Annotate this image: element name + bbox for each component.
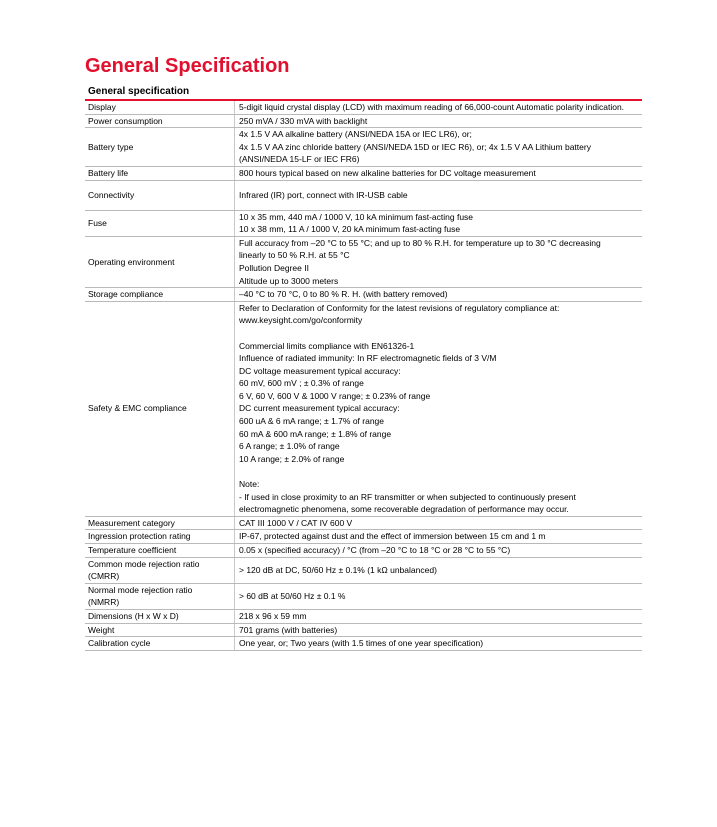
table-row xyxy=(85,301,642,516)
spec-label: Ingression protection rating xyxy=(88,531,191,542)
spec-value-line: 4x 1.5 V AA zinc chloride battery (ANSI/NEDA 15D or IEC R6), or; 4x 1.5 V AA Lithium battery xyxy=(239,141,591,152)
spec-value-line: 60 mA & 600 mA range; ± 1.8% of range xyxy=(239,428,392,439)
spec-value-line: 701 grams (with batteries) xyxy=(239,624,338,635)
spec-value-line: 4x 1.5 V AA alkaline battery (ANSI/NEDA 15A or IEC LR6), or; xyxy=(239,129,472,140)
table-row xyxy=(85,637,642,651)
spec-label: (CMRR) xyxy=(88,571,120,582)
spec-value-line: 10 x 38 mm, 11 A / 1000 V, 20 kA minimum fast-acting fuse xyxy=(239,224,461,235)
spec-label-cell xyxy=(85,516,235,530)
table-row xyxy=(85,623,642,637)
table-caption: General specification xyxy=(88,86,190,97)
spec-label: Battery type xyxy=(88,141,134,152)
spec-value-line: 6 V, 60 V, 600 V & 1000 V range; ± 0.23% of range xyxy=(239,390,431,401)
spec-value-line xyxy=(239,327,639,340)
spec-label-cell xyxy=(85,557,235,583)
spec-value-line: CAT III 1000 V / CAT IV 600 V xyxy=(239,517,353,528)
spec-label-cell xyxy=(85,180,235,210)
spec-table xyxy=(85,99,642,651)
spec-value-cell xyxy=(235,516,643,530)
table-row xyxy=(85,288,642,302)
table-row xyxy=(85,609,642,623)
spec-value-line: 60 mV, 600 mV ; ± 0.3% of range xyxy=(239,378,364,389)
spec-value-line: 10 A range; ± 2.0% of range xyxy=(239,453,345,464)
spec-value-line: Altitude up to 3000 meters xyxy=(239,275,339,286)
spec-value-line: 6 A range; ± 1.0% of range xyxy=(239,441,340,452)
spec-value-cell xyxy=(235,210,643,236)
spec-label-cell xyxy=(85,236,235,287)
spec-value-line: 600 uA & 6 mA range; ± 1.7% of range xyxy=(239,416,385,427)
page-title: General Specification xyxy=(85,55,290,77)
spec-label-cell xyxy=(85,609,235,623)
table-row xyxy=(85,100,642,114)
spec-value-line: IP-67, protected against dust and the effect of immersion between 15 cm and 1 m xyxy=(239,531,546,542)
spec-label-cell xyxy=(85,128,235,167)
spec-value-cell xyxy=(235,236,643,287)
spec-value-cell xyxy=(235,637,643,651)
spec-value-cell xyxy=(235,583,643,609)
spec-label: Fuse xyxy=(88,217,107,228)
table-row xyxy=(85,516,642,530)
spec-value-cell xyxy=(235,609,643,623)
spec-value-line: One year, or; Two years (with 1.5 times of one year specification) xyxy=(239,638,484,649)
spec-value-line xyxy=(239,465,639,478)
spec-value-line: 5-digit liquid crystal display (LCD) with maximum reading of 66,000-count Automatic polarity indication. xyxy=(239,102,625,112)
spec-value-line: Pollution Degree II xyxy=(239,262,309,273)
spec-value-line: Influence of radiated immunity: In RF electromagnetic fields of 3 V/M xyxy=(239,353,497,364)
spec-label-cell xyxy=(85,166,235,180)
spec-value-cell xyxy=(235,623,643,637)
spec-value-line: (ANSI/NEDA 15-LF or IEC FR6) xyxy=(239,154,360,165)
spec-value-line: Note: xyxy=(239,479,260,490)
spec-value-cell xyxy=(235,557,643,583)
spec-value-line: electromagnetic phenomena, some recoverable degradation of performance may occur. xyxy=(239,504,569,515)
table-row xyxy=(85,128,642,167)
spec-value-cell xyxy=(235,301,643,516)
spec-label-cell xyxy=(85,637,235,651)
spec-value-line: > 60 dB at 50/60 Hz ± 0.1 % xyxy=(239,591,346,602)
spec-value-line: www.keysight.com/go/conformity xyxy=(239,315,363,326)
table-row xyxy=(85,210,642,236)
spec-value-line: Infrared (IR) port, connect with IR-USB cable xyxy=(239,189,408,200)
spec-value-line: DC voltage measurement typical accuracy: xyxy=(239,365,401,376)
spec-label-cell xyxy=(85,100,235,114)
spec-value-line: 250 mVA / 330 mVA with backlight xyxy=(239,115,368,126)
spec-label-cell xyxy=(85,583,235,609)
table-row xyxy=(85,180,642,210)
spec-label: Safety & EMC compliance xyxy=(88,403,187,414)
spec-value-line: 800 hours typical based on new alkaline batteries for DC voltage measurement xyxy=(239,167,536,178)
table-row xyxy=(85,557,642,583)
spec-label-cell xyxy=(85,623,235,637)
table-row xyxy=(85,530,642,544)
spec-label-cell xyxy=(85,544,235,558)
spec-value-cell xyxy=(235,114,643,128)
spec-label: (NMRR) xyxy=(88,597,120,608)
spec-value-line: Full accuracy from –20 °C to 55 °C; and up to 80 % R.H. for temperature up to 30 °C decreasing xyxy=(239,237,601,248)
spec-value-line: Refer to Declaration of Conformity for the latest revisions of regulatory compliance at: xyxy=(239,302,560,313)
spec-label: Common mode rejection ratio xyxy=(88,558,200,569)
spec-value-cell xyxy=(235,544,643,558)
spec-value-cell xyxy=(235,128,643,167)
spec-label: Operating environment xyxy=(88,256,175,267)
spec-label: Storage compliance xyxy=(88,289,164,300)
spec-value-cell xyxy=(235,180,643,210)
spec-label: Connectivity xyxy=(88,189,135,200)
spec-value-line: Commercial limits compliance with EN61326-1 xyxy=(239,340,415,351)
table-row xyxy=(85,114,642,128)
spec-label-cell xyxy=(85,301,235,516)
spec-value-line: –40 °C to 70 °C, 0 to 80 % R. H. (with battery removed) xyxy=(239,289,448,300)
spec-label-cell xyxy=(85,210,235,236)
spec-value-line: linearly to 50 % R.H. at 55 °C xyxy=(239,250,350,261)
spec-label-cell xyxy=(85,288,235,302)
table-row xyxy=(85,583,642,609)
table-row xyxy=(85,166,642,180)
spec-value-cell xyxy=(235,100,643,114)
spec-value-cell xyxy=(235,166,643,180)
spec-value-line: > 120 dB at DC, 50/60 Hz ± 0.1% (1 kΩ unbalanced) xyxy=(239,564,437,575)
spec-value-line: - If used in close proximity to an RF transmitter or when subjected to continuously present xyxy=(239,491,576,502)
spec-label: Power consumption xyxy=(88,115,163,126)
spec-label: Temperature coefficient xyxy=(88,545,177,555)
spec-value-line: DC current measurement typical accuracy: xyxy=(239,403,400,414)
table-row xyxy=(85,236,642,287)
spec-value-cell xyxy=(235,530,643,544)
spec-label: Measurement category xyxy=(88,517,175,528)
spec-value-line: 0.05 x (specified accuracy) / °C (from –20 °C to 18 °C or 28 °C to 55 °C) xyxy=(239,545,511,555)
spec-label: Dimensions (H x W x D) xyxy=(88,610,179,621)
spec-value-line: 218 x 96 x 59 mm xyxy=(239,610,307,621)
spec-label-cell xyxy=(85,530,235,544)
spec-label: Display xyxy=(88,102,116,112)
spec-value-line: 10 x 35 mm, 440 mA / 1000 V, 10 kA minimum fast-acting fuse xyxy=(239,211,474,222)
spec-table-body xyxy=(85,100,642,650)
spec-label: Weight xyxy=(88,624,115,635)
spec-label-cell xyxy=(85,114,235,128)
spec-value-cell xyxy=(235,288,643,302)
spec-label: Battery life xyxy=(88,167,129,178)
table-row xyxy=(85,544,642,558)
spec-label: Normal mode rejection ratio xyxy=(88,584,193,595)
spec-label: Calibration cycle xyxy=(88,638,151,649)
